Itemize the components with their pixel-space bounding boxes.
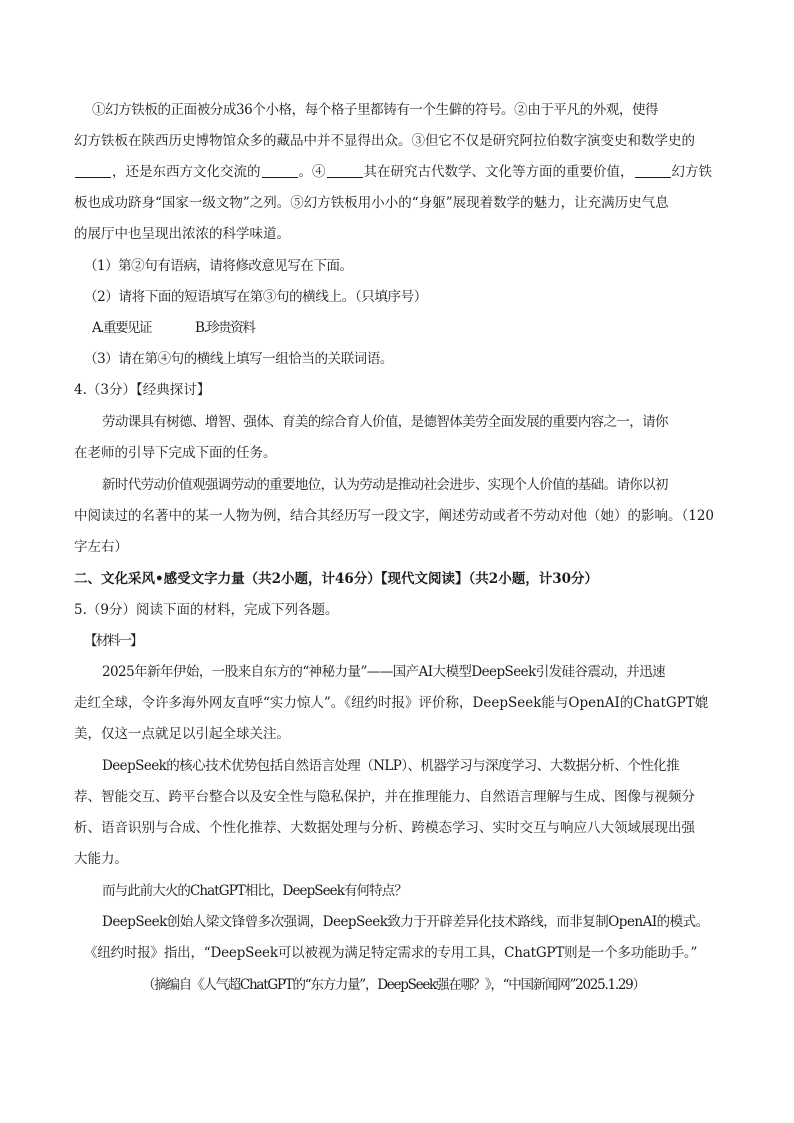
- q4-para-2-line-1: 新时代劳动价值观强调劳动的重要地位，认为劳动是推动社会进步、实现个人价值的基础。请你以初: [102, 477, 668, 493]
- blank-line: [75, 163, 111, 178]
- section-2-title: 二、文化采风•感受文字力量（共2小题，计46分）【现代文阅读】（共2小题，计30分）: [74, 571, 598, 587]
- passage-line-1: ①幻方铁板的正面被分成36个小格，每个格子里都铸有一个生僻的符号。②由于平凡的外观，使得: [92, 102, 659, 118]
- option-a: A.重要见证: [92, 320, 152, 336]
- option-b: B.珍贵资料: [195, 320, 255, 336]
- q3-sub-2: （2）请将下面的短语填写在第③句的横线上。（只填序号）: [84, 289, 427, 305]
- blank-line: [262, 163, 298, 178]
- q5-heading: 5.（9分）阅读下面的材料，完成下列各题。: [74, 602, 339, 618]
- q4-para-2-line-2: 中阅读过的名著中的某一人物为例，结合其经历写一段文字，阐述劳动或者不劳动对他（她）的影响。（120: [74, 508, 715, 524]
- material-1-para-1-line-3: 美，仅这一点就足以引起全球关注。: [74, 726, 290, 742]
- material-1-para-2-line-4: 大能力。: [74, 851, 128, 867]
- q4-para-1-line-2: 在老师的引导下完成下面的任务。: [74, 445, 277, 461]
- material-1-para-4: DeepSeek创始人梁文锋曾多次强调，DeepSeek致力于开辟差异化技术路线，而非复制OpenAI的模式。: [102, 914, 709, 930]
- q3-sub-1: （1）第②句有语病，请将修改意见写在下面。: [84, 258, 353, 274]
- material-1-para-2-line-1: DeepSeek的核心技术优势包括自然语言处理（NLP）、机器学习与深度学习、大数据分析、个性化推: [102, 758, 680, 774]
- material-1-para-2-line-2: 荐、智能交互、跨平台整合以及安全性与隐私保护，并在推理能力、自然语言理解与生成、图像与视频分: [74, 789, 695, 805]
- q4-heading: 4.（3分）【经典探讨】: [74, 382, 211, 398]
- material-1-para-2-line-3: 析、语音识别与合成、个性化推荐、大数据处理与分析、跨模态学习、实时交互与响应八大领域展现出强: [74, 820, 695, 836]
- blank-line: [635, 163, 671, 178]
- q4-para-2-line-3: 字左右）: [74, 539, 128, 555]
- material-1-source: （摘编自《人气超ChatGPT的“东方力量”，DeepSeek强在哪？》，“中国新闻网”2025.1.29）: [142, 977, 645, 993]
- passage-line-2: 幻方铁板在陕西历史博物馆众多的藏品中并不显得出众。③但它不仅是研究阿拉伯数字演变史和数学史的: [74, 133, 695, 149]
- material-1-para-1-line-2: 走红全球，令许多海外网友直呼“实力惊人”。《纽约时报》评价称，DeepSeek能与OpenAI的ChatGPT媲: [74, 695, 709, 711]
- q3-options: [92, 318, 742, 338]
- blank-line: [327, 163, 363, 178]
- material-1-label: 【材料一】: [84, 633, 142, 649]
- passage-line-5: 的展厅中也呈现出浓浓的科学味道。: [74, 226, 290, 242]
- material-1-para-1-line-1: 2025年新年伊始，一股来自东方的“神秘力量”——国产AI大模型DeepSeek引发硅谷震动，并迅速: [102, 664, 666, 680]
- material-1-para-5: 《纽约时报》指出，“DeepSeek可以被视为满足特定需求的专用工具，ChatGPT则是一个多功能助手。”: [84, 945, 698, 961]
- passage-line-3: ，还是东西方文化交流的 。④ 其在研究古代数学、文化等方面的重要价值， 幻方铁: [74, 162, 724, 182]
- passage-line-4: 板也成功跻身“国家一级文物”之列。⑤幻方铁板用小小的“身躯”展现着数学的魅力，让充满历史气息: [74, 195, 669, 211]
- material-1-para-3: 而与此前大火的ChatGPT相比，DeepSeek有何特点？: [102, 883, 407, 899]
- q3-sub-3: （3）请在第④句的横线上填写一组恰当的关联词语。: [84, 351, 394, 367]
- q4-para-1-line-1: 劳动课具有树德、增智、强体、育美的综合育人价值，是德智体美劳全面发展的重要内容之一，请你: [102, 414, 668, 430]
